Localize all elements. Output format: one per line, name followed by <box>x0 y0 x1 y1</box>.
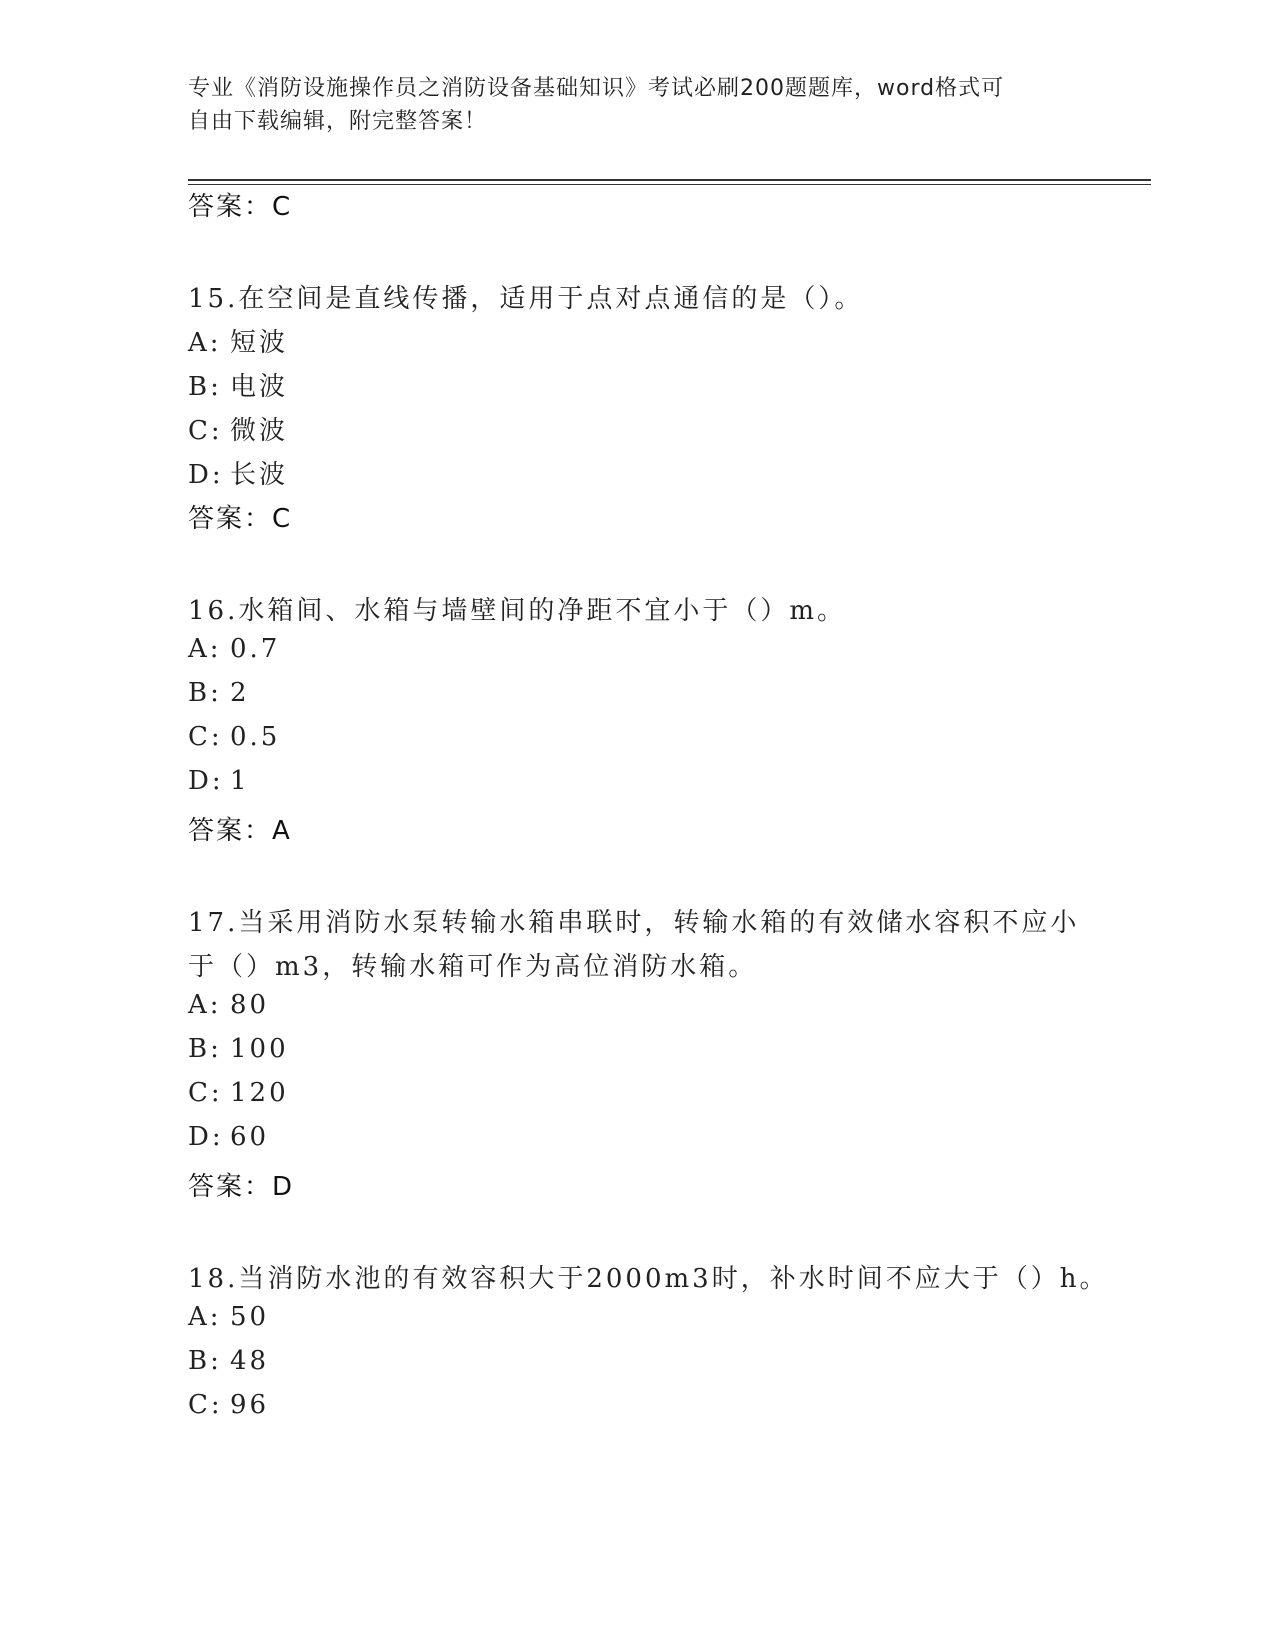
option-text: 长波 <box>230 460 289 490</box>
option-18-c <box>188 1390 269 1420</box>
option-text: 短波 <box>230 328 289 358</box>
option-letter: C: <box>188 416 223 446</box>
option-letter: B: <box>188 372 222 402</box>
answer-line-15: 答案：C <box>188 504 293 534</box>
option-letter: C: <box>188 1390 223 1420</box>
option-17-d <box>188 1122 269 1152</box>
option-text: 1 <box>230 766 250 796</box>
option-17-c <box>188 1078 289 1108</box>
option-15-d <box>188 454 288 491</box>
option-text: 50 <box>230 1302 270 1332</box>
option-text: 0.7 <box>230 634 281 664</box>
option-letter: A: <box>188 328 222 358</box>
option-letter: B: <box>188 678 222 708</box>
option-letter: D: <box>188 460 224 490</box>
header-line-2: 自由下载编辑，附完整答案！ <box>188 109 488 134</box>
option-16-d <box>188 766 250 796</box>
option-text: 0.5 <box>230 722 281 752</box>
option-text: 100 <box>230 1034 289 1064</box>
answer-line-16: 答案：A <box>188 816 292 846</box>
option-letter: D: <box>188 766 224 796</box>
option-letter: C: <box>188 722 223 752</box>
option-16-a <box>188 634 280 664</box>
option-text: 120 <box>230 1078 289 1108</box>
question-stem-17-line-2: 于（）m3，转输水箱可作为高位消防水箱。 <box>188 952 758 982</box>
answer-line: 答案：C <box>188 192 293 222</box>
option-letter: A: <box>188 1302 222 1332</box>
question-stem-15: 15.在空间是直线传播，适用于点对点通信的是（）。 <box>188 284 864 314</box>
header-line-1: 专业《消防设施操作员之消防设备基础知识》考试必刷200题题库，word格式可 <box>188 76 1005 101</box>
option-letter: D: <box>188 1122 224 1152</box>
question-stem-16: 16.水箱间、水箱与墙壁间的净距不宜小于（）m。 <box>188 596 847 626</box>
document-header <box>188 72 1068 138</box>
header-divider-thin <box>188 184 1151 185</box>
option-letter: A: <box>188 634 222 664</box>
option-letter: B: <box>188 1034 222 1064</box>
option-16-c <box>188 722 280 752</box>
option-text: 60 <box>230 1122 270 1152</box>
option-17-b <box>188 1034 289 1064</box>
option-letter: A: <box>188 990 222 1020</box>
option-18-a <box>188 1302 269 1332</box>
option-text: 电波 <box>230 372 289 402</box>
header-divider-thick <box>188 179 1151 181</box>
question-stem-17-line-1: 17.当采用消防水泵转输水箱串联时，转输水箱的有效储水容积不应小 <box>188 908 1080 938</box>
option-letter: C: <box>188 1078 223 1108</box>
option-text: 80 <box>230 990 270 1020</box>
option-text: 2 <box>230 678 250 708</box>
option-letter: B: <box>188 1346 222 1376</box>
answer-line-17: 答案：D <box>188 1172 295 1202</box>
option-text: 96 <box>230 1390 270 1420</box>
option-17-a <box>188 990 269 1020</box>
option-16-b <box>188 678 250 708</box>
option-15-b <box>188 366 288 403</box>
option-15-a <box>188 322 288 359</box>
option-text: 48 <box>230 1346 270 1376</box>
option-text: 微波 <box>230 416 289 446</box>
question-stem-18: 18.当消防水池的有效容积大于2000m3时，补水时间不应大于（）h。 <box>188 1264 1109 1294</box>
option-15-c <box>188 410 288 447</box>
option-18-b <box>188 1346 269 1376</box>
